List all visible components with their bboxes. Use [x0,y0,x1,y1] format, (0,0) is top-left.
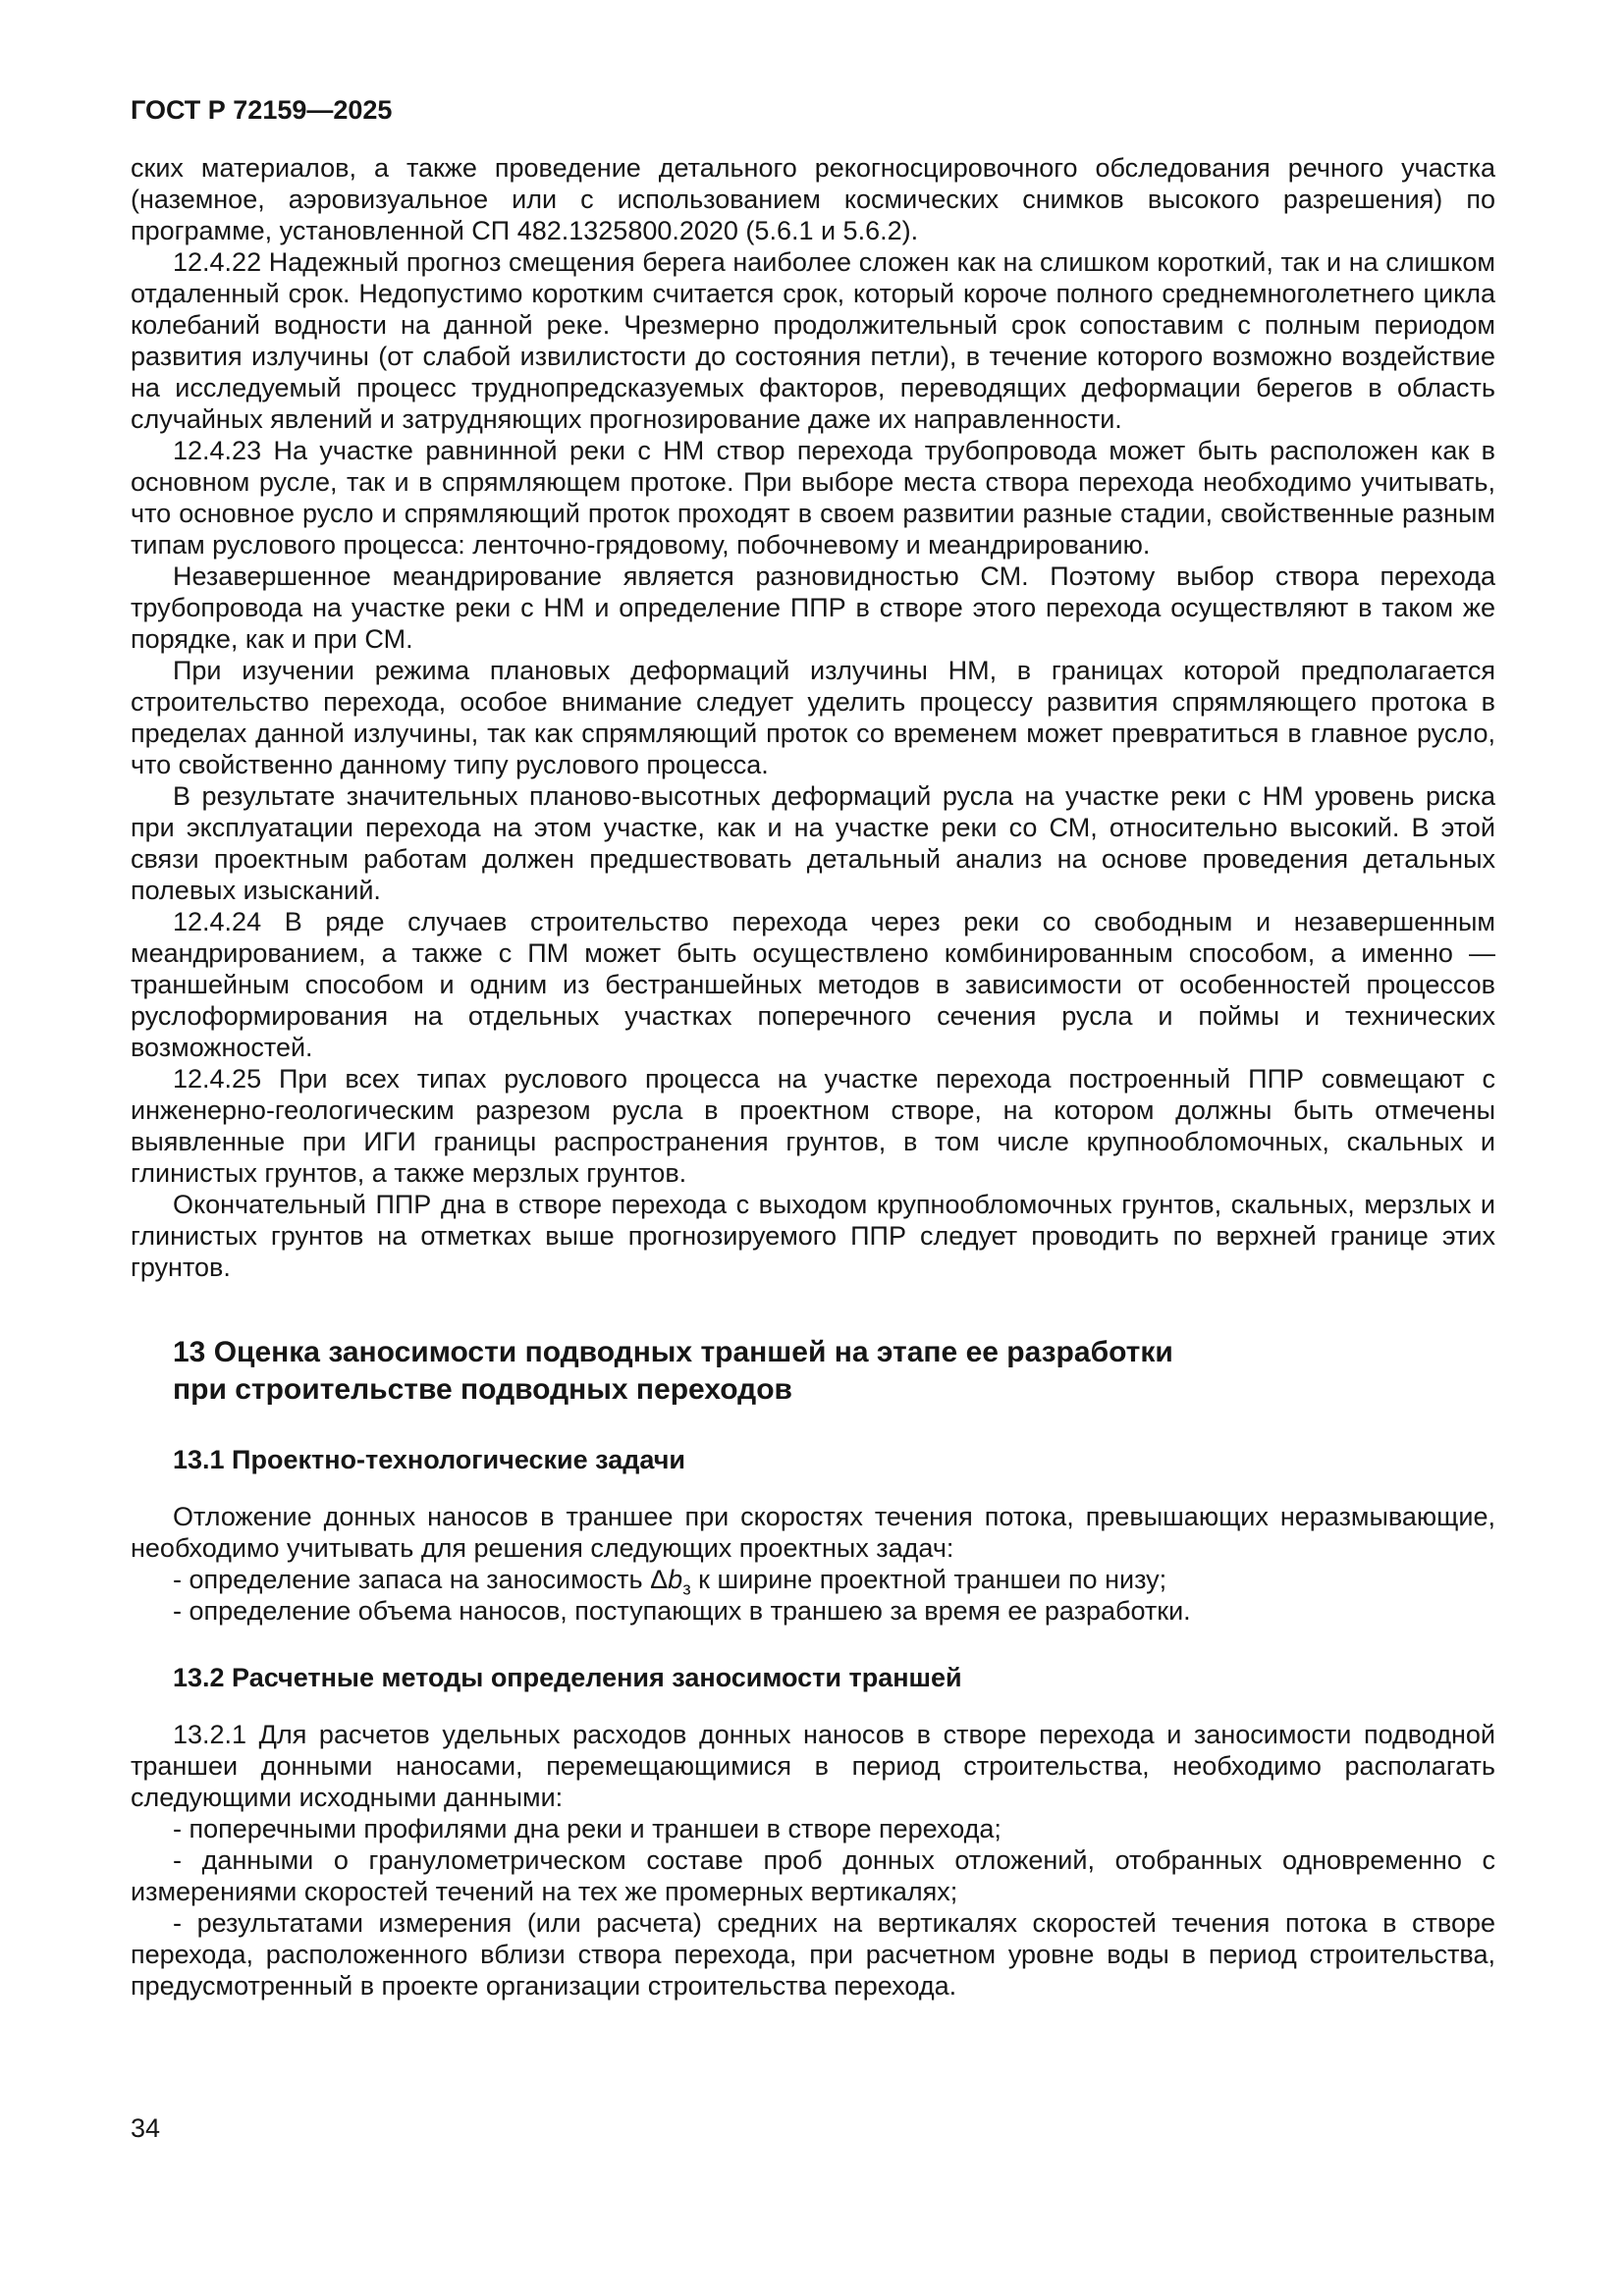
paragraph-12-4-22: 12.4.22 Надежный прогноз смещения берега наиболее сложен как на слишком короткий, так и на слишком отдаленный срок. Недопустимо коротким считается срок, который короче полного среднемноголетнего цикла колебаний водности на данной реке. Чрезмерно продолжительный срок сопоставим с полным периодом развития излучины (от слабой извилистости до состояния петли), в течение которого возможно воздействие на исследуемый процесс труднопредсказуемых факторов, переводящих деформации берегов в область случайных явлений и затрудняющих прогнозирование даже их направленности. [131,247,1495,434]
paragraph-nezavershennoe: Незавершенное меандрирование является разновидностью СМ. Поэтому выбор створа перехода трубопровода на участке реки с НМ и определение ППР в створе этого перехода осуществляют в таком же порядке, как и при СМ. [131,561,1495,654]
subsection-13-1-heading: 13.1 Проектно-технологические задачи [173,1445,685,1474]
formula-delta: Δ [650,1565,669,1594]
section-13-heading-line2: при строительстве подводных переходов [173,1373,792,1406]
paragraph-continuation: ских материалов, а также проведение детального рекогносцировочного обследования речного участка (наземное, аэровизуальное или с использованием космических снимков высокого разрешения) по программе, установленной СП 482.1325800.2020 (5.6.1 и 5.6.2). [131,153,1495,245]
formula-variable: b [668,1565,683,1594]
list-item-zapas-tail: к ширине проектной траншеи по низу; [690,1565,1167,1594]
list-item-zapas-text: - определение запаса на заносимость [173,1565,651,1594]
paragraph-otlozhenie: Отложение донных наносов в траншее при скоростях течения потока, превышающих неразмывающие, необходимо учитывать для решения следующих проектных задач: [131,1502,1495,1563]
paragraph-13-2-1: 13.2.1 Для расчетов удельных расходов донных наносов в створе перехода и заносимости подводной траншеи донными наносами, перемещающимися в период строительства, необходимо располагать следующими исходными данными: [131,1720,1495,1812]
formula-delta-b [650,1565,691,1599]
paragraph-12-4-25: 12.4.25 При всех типах руслового процесса на участке перехода построенный ППР совмещают с инженерно-геологическим разрезом русла в проектном створе, на котором должны быть отмечены выявленные при ИГИ границы распространения грунтов, в том числе крупнообломочных, скальных и глинистых грунтов, а также мерзлых грунтов. [131,1064,1495,1188]
list-item-profili: - поперечными профилями дна реки и траншеи в створе перехода; [173,1814,1001,1843]
document-header [131,94,1495,126]
paragraph-pri-izuchenii: При изучении режима плановых деформаций излучины НМ, в границах которой предполагается строительство перехода, особое внимание следует уделить процессу развития спрямляющего протока в пределах данной излучины, так как спрямляющий проток со временем может превратиться в главное русло, что свойственно данному типу руслового процесса. [131,656,1495,779]
section-13-heading [131,1334,1495,1409]
list-item-zapas [131,1564,1495,1599]
paragraph-12-4-23: 12.4.23 На участке равнинной реки с НМ створ перехода трубопровода может быть расположен как в основном русле, так и в спрямляющем протоке. При выборе места створа перехода необходимо учитывать, что основное русло и спрямляющий проток проходят в своем развитии разные стадии, свойственные разным типам руслового процесса: ленточно-грядовому, побочневому и меандрированию. [131,436,1495,560]
section-13-heading-line1: 13 Оценка заносимости подводных траншей на этапе ее разработки [173,1336,1173,1368]
paragraph-12-4-24: 12.4.24 В ряде случаев строительство перехода через реки со свободным и незавершенным меандрированием, а также с ПМ может быть осуществлено комбинированным способом, а именно — траншейным способом и одним из бестраншейных методов в зависимости от особенностей процессов руслоформирования на отдельных участках поперечного сечения русла и поймы и технических возможностей. [131,907,1495,1062]
subsection-13-2-heading: 13.2 Расчетные методы определения заносимости траншей [173,1663,962,1692]
formula-subscript: з [682,1577,691,1599]
list-item-obem: - определение объема наносов, поступающих в траншею за время ее разработки. [173,1596,1191,1626]
standard-number: ГОСТ Р 72159—2025 [131,95,393,125]
list-item-rezultaty: - результатами измерения (или расчета) средних на вертикалях скоростей течения потока в створе перехода, расположенного вблизи створа перехода, при расчетном уровне воды в период строительства, предусмотренный в проекте организации строительства перехода. [131,1908,1495,2001]
page-number: 34 [131,2113,161,2143]
paragraph-v-rezultate: В результате значительных планово-высотных деформаций русла на участке реки с НМ уровень риска при эксплуатации перехода на этом участке, как и на участке реки со СМ, относительно высокий. В этой связи проектным работам должен предшествовать детальный анализ на основе проведения детальных полевых изысканий. [131,781,1495,905]
list-item-granulometria: - данными о гранулометрическом составе проб донных отложений, отобранных одновременно с измерениями скоростей течений на тех же промерных вертикалях; [131,1845,1495,1906]
paragraph-okonchatelnyi: Окончательный ППР дна в створе перехода с выходом крупнообломочных грунтов, скальных, мерзлых и глинистых грунтов на отметках выше прогнозируемого ППР следует проводить по верхней границе этих грунтов. [131,1190,1495,1282]
document-content [131,94,1495,2002]
